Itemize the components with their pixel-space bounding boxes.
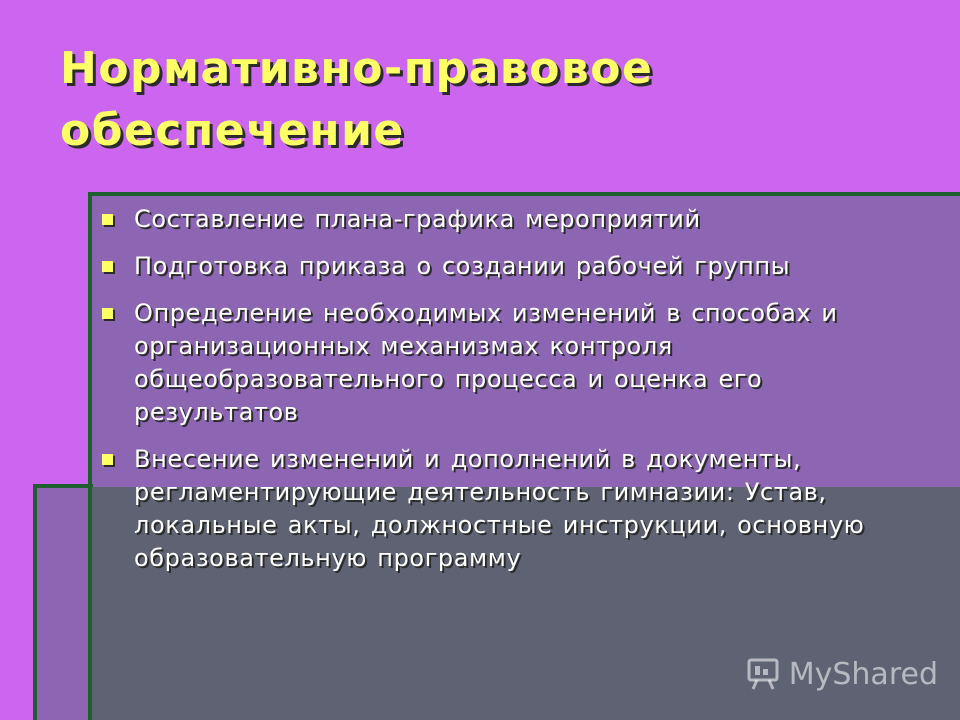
bullet-text: Определение необходимых изменений в способах и организационных механизмах контроля общеобразовательного процесса и оценка его результатов [134, 299, 838, 426]
square-bullet-icon [102, 454, 113, 465]
watermark-text: MyShared [788, 656, 938, 692]
slide-title: Нормативно-правовое обеспечение [60, 43, 654, 156]
bullet-item [98, 203, 928, 236]
square-bullet-icon [102, 214, 113, 225]
bullet-text: Составление плана-графика мероприятий [134, 205, 701, 233]
bullet-item [98, 443, 928, 575]
watermark [745, 656, 938, 692]
decorative-panel-left [33, 484, 93, 720]
bullet-item [98, 297, 928, 429]
bullet-list [98, 203, 928, 589]
presentation-board-icon [745, 656, 781, 692]
bullet-item [98, 250, 928, 283]
square-bullet-icon [102, 261, 113, 272]
square-bullet-icon [102, 308, 113, 319]
bullet-text: Внесение изменений и дополнений в документы, регламентирующие деятельность гимназии: Устав, локальные акты, должностные инструкции, основную образовательную программу [134, 445, 865, 572]
bullet-text: Подготовка приказа о создании рабочей группы [134, 252, 791, 280]
